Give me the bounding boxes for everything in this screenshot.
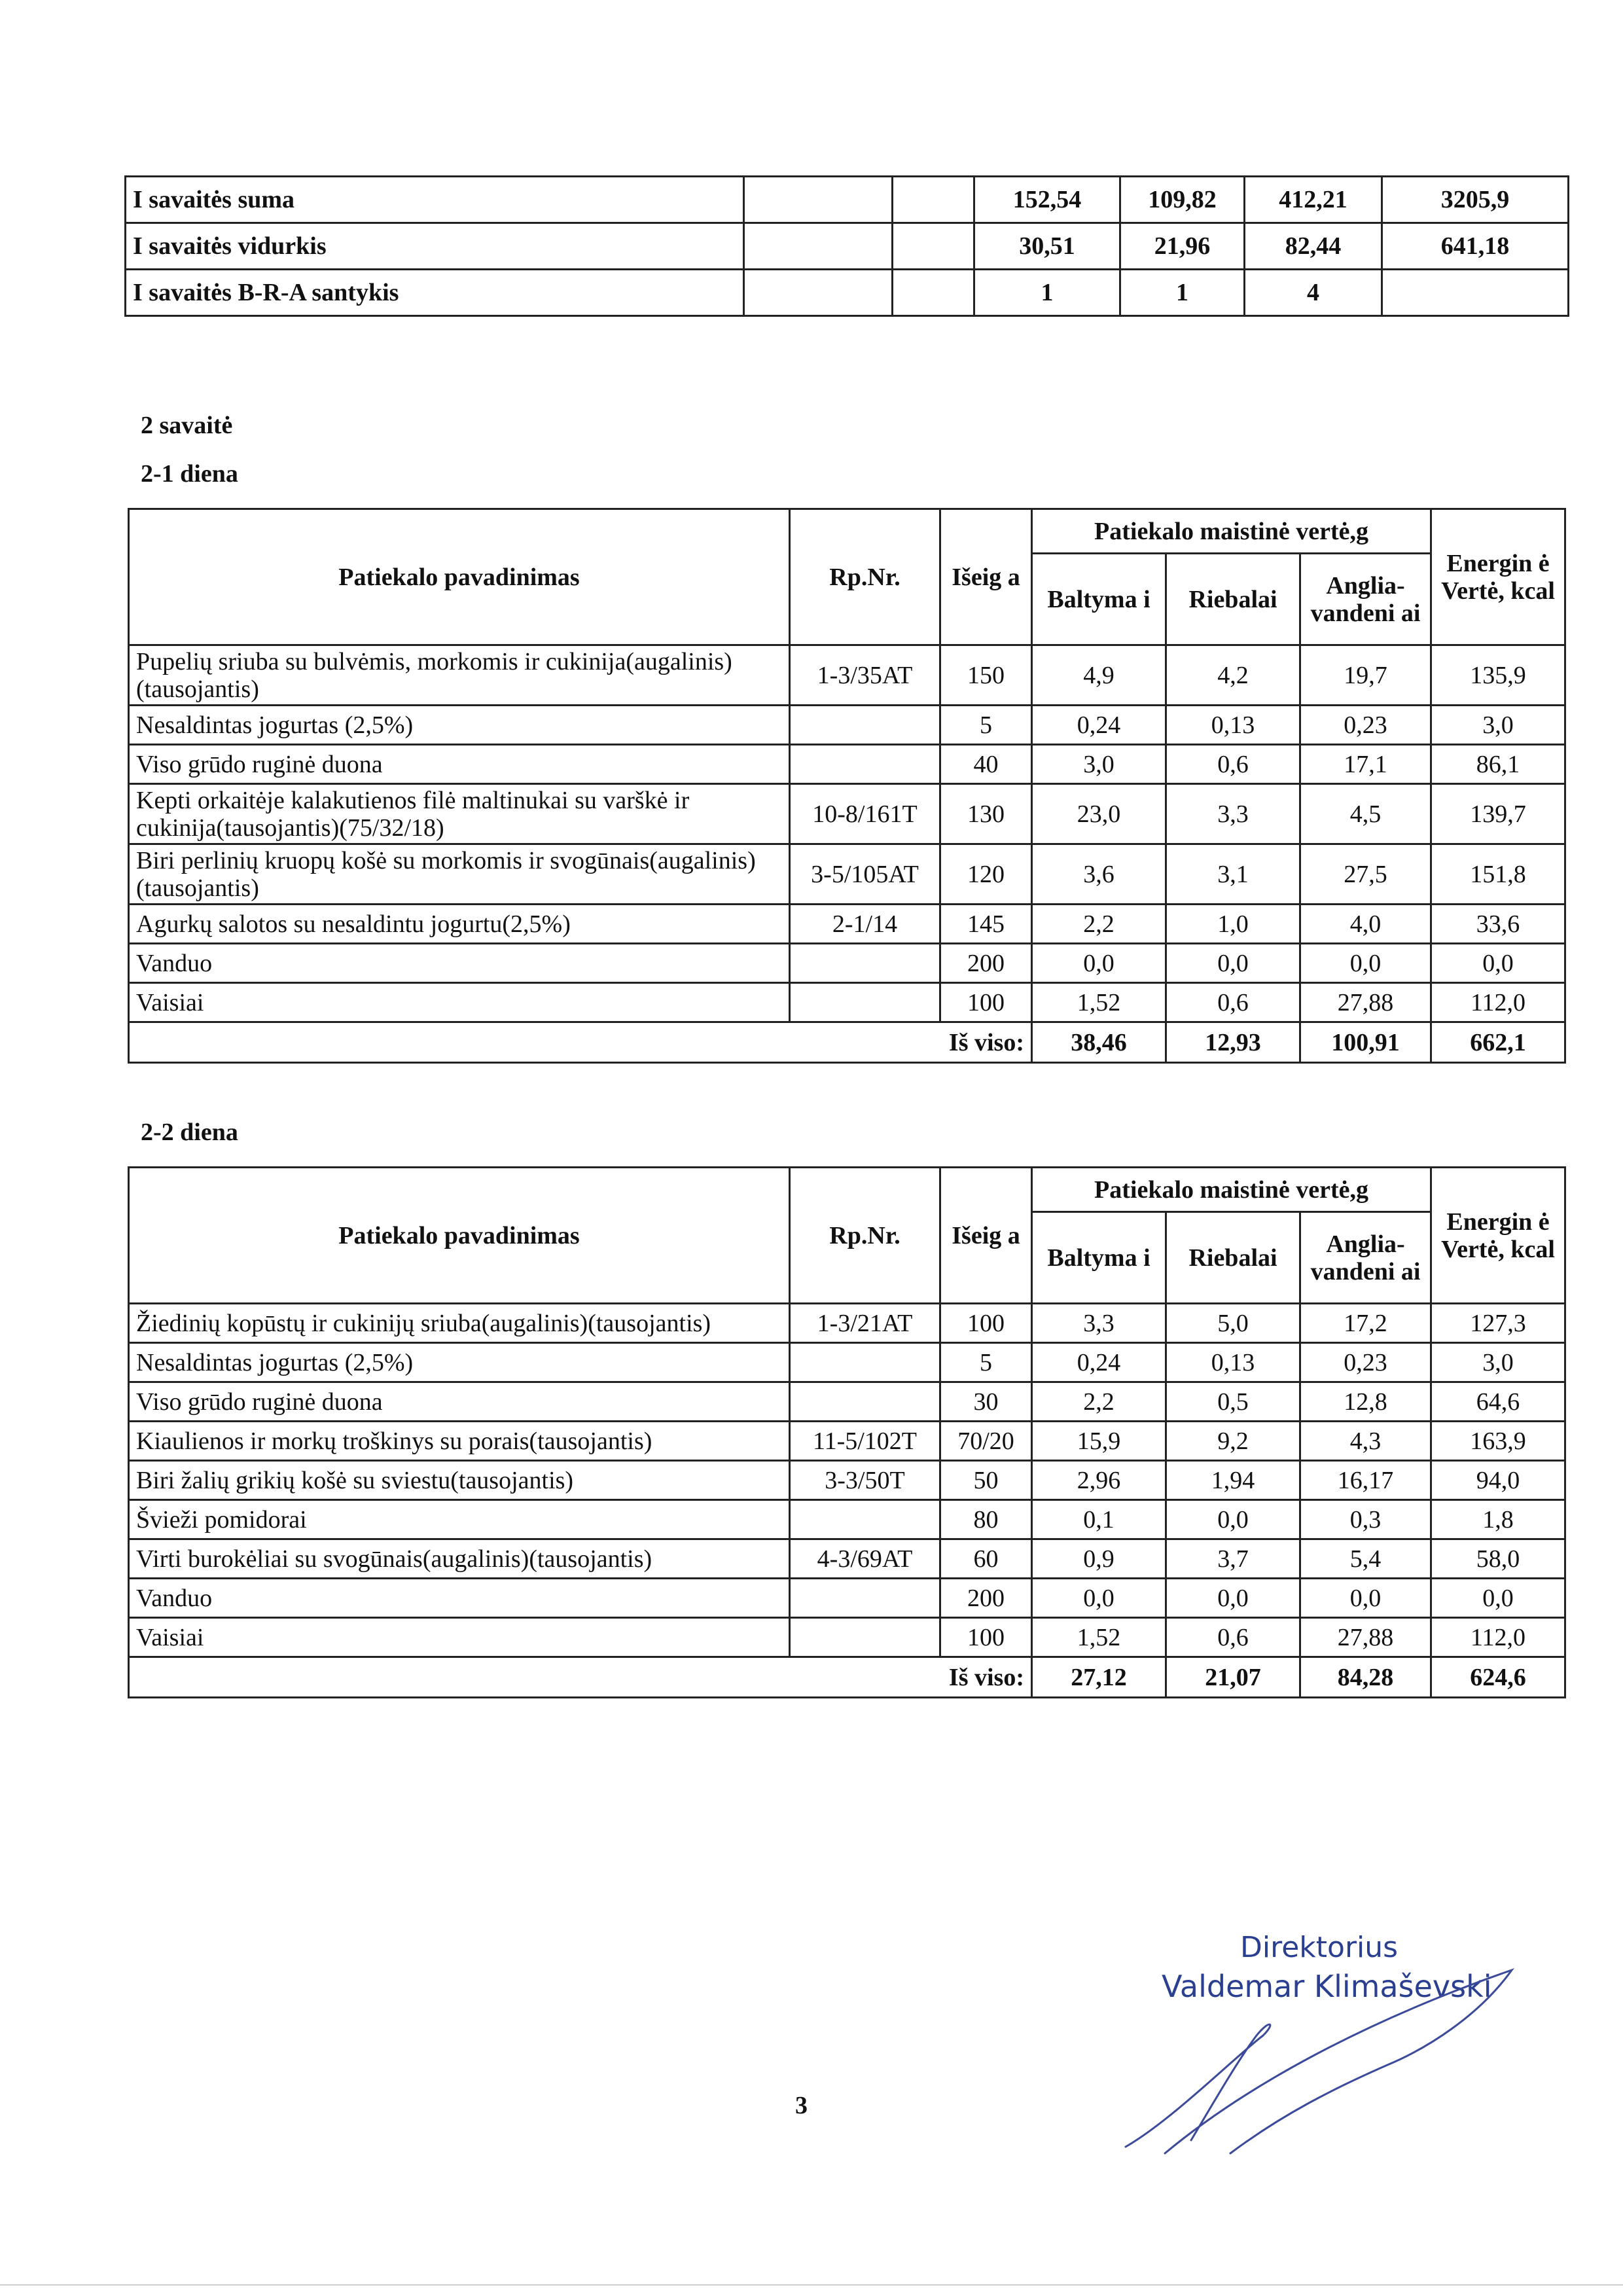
header-dish-name: Patiekalo pavadinimas [129,1168,790,1304]
portion-yield: 100 [940,1618,1032,1657]
table-row [129,905,1565,944]
handwritten-signature [1113,1957,1531,2173]
energy-value: 112,0 [1431,1618,1565,1657]
table-row [129,706,1565,745]
portion-yield: 100 [940,1304,1032,1343]
portion-yield: 200 [940,1579,1032,1618]
signature-name: Valdemar Klimaševski [1162,1969,1492,2004]
total-carbs: 100,91 [1300,1022,1431,1063]
summary-row [126,223,1569,270]
recipe-number: 10-8/161T [790,784,940,844]
table-row [129,1461,1565,1500]
table-row [129,1343,1565,1382]
recipe-number [790,983,940,1022]
empty-cell [893,177,974,223]
fat-value: 9,2 [1166,1422,1300,1461]
carbs-value: 27,88 [1300,1618,1431,1657]
header-energy: Energin ė Vertė, kcal [1431,1168,1565,1304]
header-protein: Baltyma i [1032,1212,1166,1304]
protein-value: 2,96 [1032,1461,1166,1500]
carbs-value: 19,7 [1300,645,1431,706]
summary-protein: 152,54 [974,177,1120,223]
portion-yield: 150 [940,645,1032,706]
energy-value: 86,1 [1431,745,1565,784]
recipe-number: 2-1/14 [790,905,940,944]
total-row [129,1657,1565,1698]
dish-name: Nesaldintas jogurtas (2,5%) [129,1343,790,1382]
summary-protein: 1 [974,270,1120,316]
total-label: Iš viso: [129,1022,1032,1063]
signature-title: Direktorius [1240,1931,1399,1964]
fat-value: 0,13 [1166,1343,1300,1382]
portion-yield: 40 [940,745,1032,784]
total-energy: 624,6 [1431,1657,1565,1698]
energy-value: 3,0 [1431,1343,1565,1382]
day2-label: 2-2 diena [141,1119,238,1146]
energy-value: 127,3 [1431,1304,1565,1343]
page-number: 3 [795,2092,808,2119]
carbs-value: 12,8 [1300,1382,1431,1422]
energy-value: 163,9 [1431,1422,1565,1461]
table-row [129,944,1565,983]
header-rp: Rp.Nr. [790,509,940,645]
energy-value: 135,9 [1431,645,1565,706]
fat-value: 0,0 [1166,944,1300,983]
protein-value: 1,52 [1032,983,1166,1022]
fat-value: 1,0 [1166,905,1300,944]
header-dish-name: Patiekalo pavadinimas [129,509,790,645]
portion-yield: 130 [940,784,1032,844]
fat-value: 3,7 [1166,1539,1300,1579]
protein-value: 0,1 [1032,1500,1166,1539]
empty-cell [744,177,893,223]
recipe-number [790,1500,940,1539]
summary-energy: 641,18 [1382,223,1569,270]
recipe-number [790,1382,940,1422]
summary-label: I savaitės suma [126,177,744,223]
energy-value: 139,7 [1431,784,1565,844]
dish-name: Biri žalių grikių košė su sviestu(tausojantis) [129,1461,790,1500]
protein-value: 23,0 [1032,784,1166,844]
protein-value: 3,6 [1032,844,1166,905]
recipe-number [790,1579,940,1618]
fat-value: 3,3 [1166,784,1300,844]
fat-value: 0,6 [1166,1618,1300,1657]
table-row [129,1304,1565,1343]
total-fat: 21,07 [1166,1657,1300,1698]
dish-name: Pupelių sriuba su bulvėmis, morkomis ir cukinija(augalinis)(tausojantis) [129,645,790,706]
fat-value: 1,94 [1166,1461,1300,1500]
table-row [129,1382,1565,1422]
summary-energy [1382,270,1569,316]
carbs-value: 0,0 [1300,1579,1431,1618]
table-row [129,1539,1565,1579]
energy-value: 3,0 [1431,706,1565,745]
fat-value: 0,0 [1166,1500,1300,1539]
recipe-number [790,944,940,983]
header-energy: Energin ė Vertė, kcal [1431,509,1565,645]
dish-name: Agurkų salotos su nesaldintu jogurtu(2,5%) [129,905,790,944]
carbs-value: 5,4 [1300,1539,1431,1579]
header-rp: Rp.Nr. [790,1168,940,1304]
portion-yield: 60 [940,1539,1032,1579]
portion-yield: 70/20 [940,1422,1032,1461]
portion-yield: 145 [940,905,1032,944]
energy-value: 58,0 [1431,1539,1565,1579]
header-protein: Baltyma i [1032,554,1166,645]
table-row [129,1422,1565,1461]
recipe-number [790,1343,940,1382]
carbs-value: 4,5 [1300,784,1431,844]
empty-cell [893,270,974,316]
dish-name: Viso grūdo ruginė duona [129,1382,790,1422]
day1-menu-table [128,508,1566,1064]
recipe-number [790,706,940,745]
fat-value: 0,5 [1166,1382,1300,1422]
table-row [129,645,1565,706]
dish-name: Nesaldintas jogurtas (2,5%) [129,706,790,745]
recipe-number: 3-3/50T [790,1461,940,1500]
recipe-number: 3-5/105AT [790,844,940,905]
portion-yield: 120 [940,844,1032,905]
fat-value: 0,0 [1166,1579,1300,1618]
carbs-value: 4,0 [1300,905,1431,944]
carbs-value: 17,1 [1300,745,1431,784]
summary-carbs: 82,44 [1245,223,1382,270]
portion-yield: 5 [940,1343,1032,1382]
carbs-value: 0,23 [1300,1343,1431,1382]
dish-name: Virti burokėliai su svogūnais(augalinis)(tausojantis) [129,1539,790,1579]
summary-fat: 109,82 [1120,177,1245,223]
header-nutrition-group: Patiekalo maistinė vertė,g [1032,1168,1431,1212]
dish-name: Vaisiai [129,983,790,1022]
header-fat: Riebalai [1166,554,1300,645]
total-protein: 38,46 [1032,1022,1166,1063]
portion-yield: 100 [940,983,1032,1022]
total-row [129,1022,1565,1063]
fat-value: 3,1 [1166,844,1300,905]
summary-label: I savaitės B-R-A santykis [126,270,744,316]
recipe-number: 11-5/102T [790,1422,940,1461]
total-label: Iš viso: [129,1657,1032,1698]
table-row [129,844,1565,905]
energy-value: 0,0 [1431,1579,1565,1618]
portion-yield: 50 [940,1461,1032,1500]
header-iseiga: Išeig a [940,1168,1032,1304]
fat-value: 5,0 [1166,1304,1300,1343]
recipe-number [790,1618,940,1657]
energy-value: 94,0 [1431,1461,1565,1500]
energy-value: 0,0 [1431,944,1565,983]
fat-value: 4,2 [1166,645,1300,706]
recipe-number: 1-3/21AT [790,1304,940,1343]
day1-label: 2-1 diena [141,460,238,488]
summary-fat: 21,96 [1120,223,1245,270]
summary-energy: 3205,9 [1382,177,1569,223]
protein-value: 3,0 [1032,745,1166,784]
header-nutrition-group: Patiekalo maistinė vertė,g [1032,509,1431,554]
summary-row [126,177,1569,223]
summary-label: I savaitės vidurkis [126,223,744,270]
total-energy: 662,1 [1431,1022,1565,1063]
summary-carbs: 412,21 [1245,177,1382,223]
protein-value: 0,9 [1032,1539,1166,1579]
protein-value: 1,52 [1032,1618,1166,1657]
dish-name: Žiedinių kopūstų ir cukinijų sriuba(augalinis)(tausojantis) [129,1304,790,1343]
total-fat: 12,93 [1166,1022,1300,1063]
protein-value: 4,9 [1032,645,1166,706]
dish-name: Kiaulienos ir morkų troškinys su porais(tausojantis) [129,1422,790,1461]
carbs-value: 16,17 [1300,1461,1431,1500]
protein-value: 0,24 [1032,706,1166,745]
protein-value: 2,2 [1032,1382,1166,1422]
protein-value: 0,24 [1032,1343,1166,1382]
carbs-value: 17,2 [1300,1304,1431,1343]
summary-row [126,270,1569,316]
portion-yield: 200 [940,944,1032,983]
recipe-number: 4-3/69AT [790,1539,940,1579]
week1-summary-table [124,175,1569,317]
portion-yield: 80 [940,1500,1032,1539]
dish-name: Kepti orkaitėje kalakutienos filė maltinukai su varškė ir cukinija(tausojantis)(75/32/18) [129,784,790,844]
fat-value: 0,6 [1166,745,1300,784]
page-bottom-divider [0,2284,1623,2286]
carbs-value: 27,5 [1300,844,1431,905]
energy-value: 33,6 [1431,905,1565,944]
empty-cell [893,223,974,270]
week-label: 2 savaitė [141,412,233,439]
summary-carbs: 4 [1245,270,1382,316]
dish-name: Biri perlinių kruopų košė su morkomis ir svogūnais(augalinis)(tausojantis) [129,844,790,905]
fat-value: 0,13 [1166,706,1300,745]
energy-value: 151,8 [1431,844,1565,905]
carbs-value: 27,88 [1300,983,1431,1022]
header-carbs: Anglia- vandeni ai [1300,554,1431,645]
dish-name: Švieži pomidorai [129,1500,790,1539]
dish-name: Viso grūdo ruginė duona [129,745,790,784]
table-row [129,983,1565,1022]
portion-yield: 30 [940,1382,1032,1422]
total-carbs: 84,28 [1300,1657,1431,1698]
protein-value: 3,3 [1032,1304,1166,1343]
energy-value: 112,0 [1431,983,1565,1022]
protein-value: 0,0 [1032,1579,1166,1618]
header-iseiga: Išeig a [940,509,1032,645]
header-fat: Riebalai [1166,1212,1300,1304]
recipe-number: 1-3/35AT [790,645,940,706]
carbs-value: 0,0 [1300,944,1431,983]
carbs-value: 0,23 [1300,706,1431,745]
table-row [129,1618,1565,1657]
energy-value: 1,8 [1431,1500,1565,1539]
summary-protein: 30,51 [974,223,1120,270]
table-row [129,1500,1565,1539]
dish-name: Vanduo [129,1579,790,1618]
fat-value: 0,6 [1166,983,1300,1022]
protein-value: 15,9 [1032,1422,1166,1461]
day2-menu-table [128,1166,1566,1698]
energy-value: 64,6 [1431,1382,1565,1422]
summary-fat: 1 [1120,270,1245,316]
carbs-value: 0,3 [1300,1500,1431,1539]
table-row [129,1579,1565,1618]
protein-value: 2,2 [1032,905,1166,944]
dish-name: Vaisiai [129,1618,790,1657]
table-row [129,745,1565,784]
protein-value: 0,0 [1032,944,1166,983]
portion-yield: 5 [940,706,1032,745]
total-protein: 27,12 [1032,1657,1166,1698]
empty-cell [744,270,893,316]
header-carbs: Anglia- vandeni ai [1300,1212,1431,1304]
recipe-number [790,745,940,784]
dish-name: Vanduo [129,944,790,983]
empty-cell [744,223,893,270]
carbs-value: 4,3 [1300,1422,1431,1461]
table-row [129,784,1565,844]
